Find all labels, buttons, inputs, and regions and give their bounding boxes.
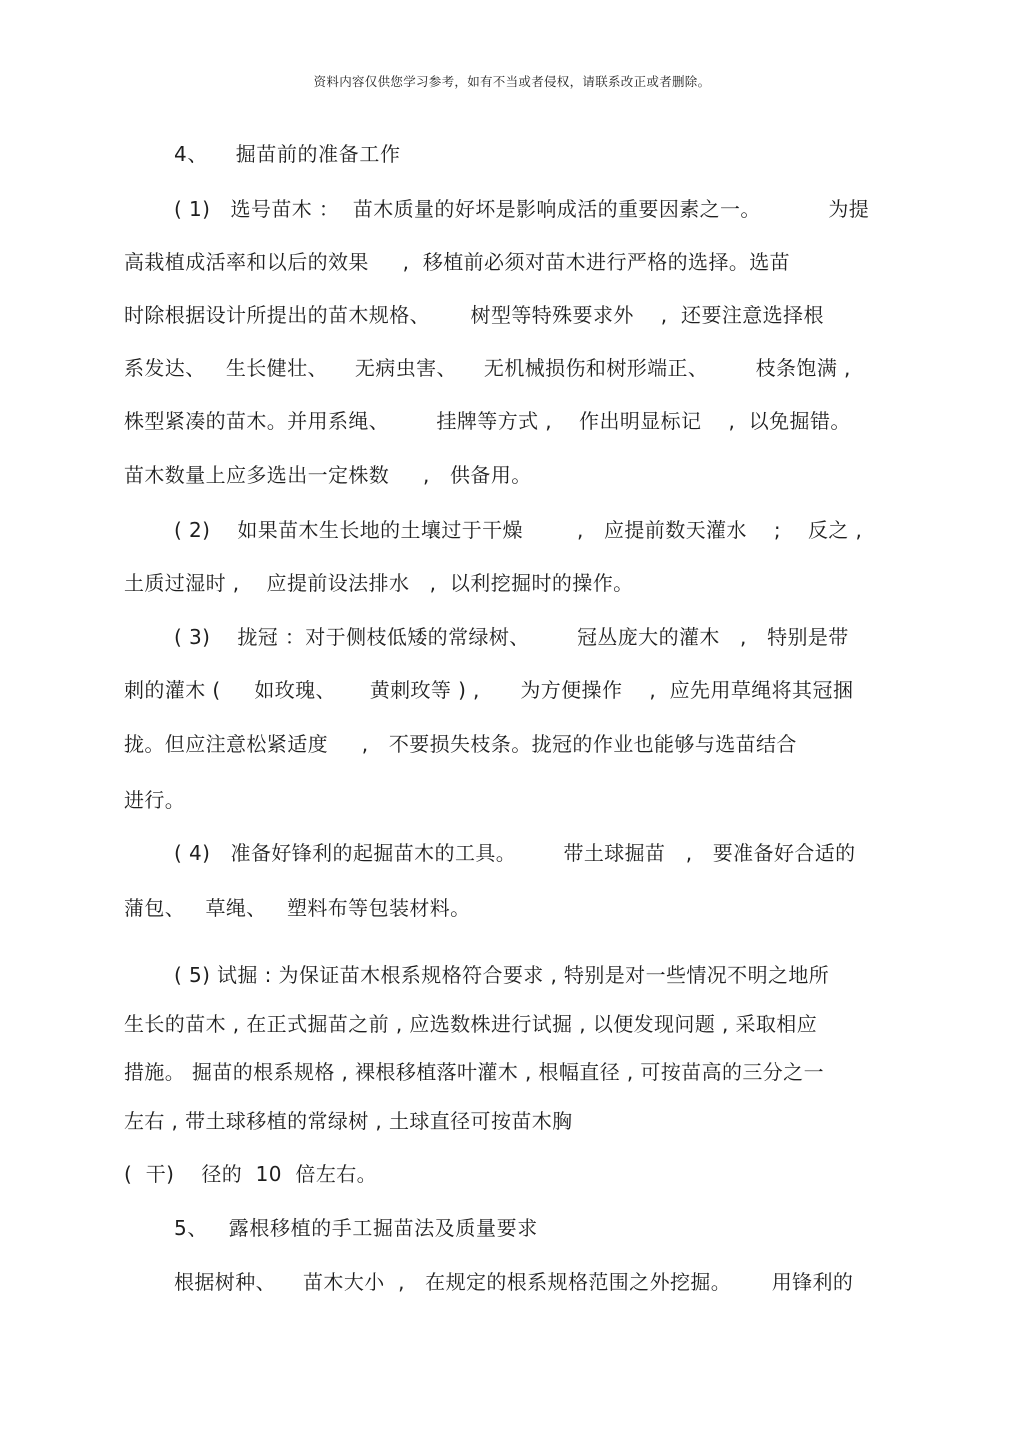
- paragraph-line: 系发达、 生长健壮、 无病虫害、 无机械损伤和树形端正、 枝条饱满 ,: [124, 356, 851, 380]
- paragraph-line: 株型紧凑的苗木。并用系绳、 挂牌等方式 , 作出明显标记 , 以免掘错。: [124, 409, 851, 433]
- paragraph-line: 高栽植成活率和以后的效果 , 移植前必须对苗木进行严格的选择。选苗: [124, 250, 791, 274]
- copyright-notice: 资料内容仅供您学习参考，如有不当或者侵权，请联系改正或者删除。: [313, 74, 711, 89]
- paragraph-line: 时除根据设计所提出的苗木规格、 树型等特殊要求外 , 还要注意选择根: [124, 303, 824, 327]
- paragraph-line: 拢。但应注意松紧适度 , 不要损失枝条。拢冠的作业也能够与选苗结合: [124, 732, 797, 756]
- paragraph-line: 生长的苗木 , 在正式掘苗之前 , 应选数株进行试掘 , 以便发现问题 , 采取相应: [124, 1012, 818, 1036]
- paragraph-line: ( 4) 准备好锋利的起掘苗木的工具。 带土球掘苗 , 要准备好合适的: [174, 841, 856, 865]
- paragraph-line: 左右 , 带土球移植的常绿树 , 土球直径可按苗木胸: [124, 1109, 573, 1133]
- paragraph-line: 苗木数量上应多选出一定株数 , 供备用。: [124, 463, 532, 487]
- paragraph-line: 刺的灌木 ( 如玫瑰、 黄刺玫等 ) , 为方便操作 , 应先用草绳将其冠捆: [124, 678, 854, 702]
- paragraph-line: 进行。: [124, 788, 186, 812]
- paragraph-line: 土质过湿时 , 应提前设法排水 , 以利挖掘时的操作。: [124, 571, 634, 595]
- paragraph-line: ( 3) 拢冠 ：对于侧枝低矮的常绿树、 冠丛庞大的灌木 , 特别是带: [174, 625, 849, 649]
- paragraph-line: ( 干) 径的 10 倍左右。: [124, 1162, 378, 1186]
- paragraph-line: 措施。 掘苗的根系规格 , 裸根移植落叶灌木 , 根幅直径 , 可按苗高的三分之一: [124, 1060, 824, 1084]
- section-heading-4: 4、 掘苗前的准备工作: [174, 142, 401, 166]
- paragraph-line: ( 5) 试掘 : 为保证苗木根系规格符合要求 , 特别是对一些情况不明之地所: [174, 963, 830, 987]
- paragraph-line: 蒲包、 草绳、 塑料布等包装材料。: [124, 896, 471, 920]
- section-heading-5: 5、 露根移植的手工掘苗法及质量要求: [174, 1216, 538, 1240]
- paragraph-line: ( 2) 如果苗木生长地的土壤过于干燥 , 应提前数天灌水 ; 反之 ,: [174, 518, 863, 542]
- paragraph-line: ( 1) 选号苗木 ： 苗木质量的好坏是影响成活的重要因素之一。 为提: [174, 197, 870, 221]
- paragraph-line: 根据树种、 苗木大小 , 在规定的根系规格范围之外挖掘。 用锋利的: [174, 1270, 854, 1294]
